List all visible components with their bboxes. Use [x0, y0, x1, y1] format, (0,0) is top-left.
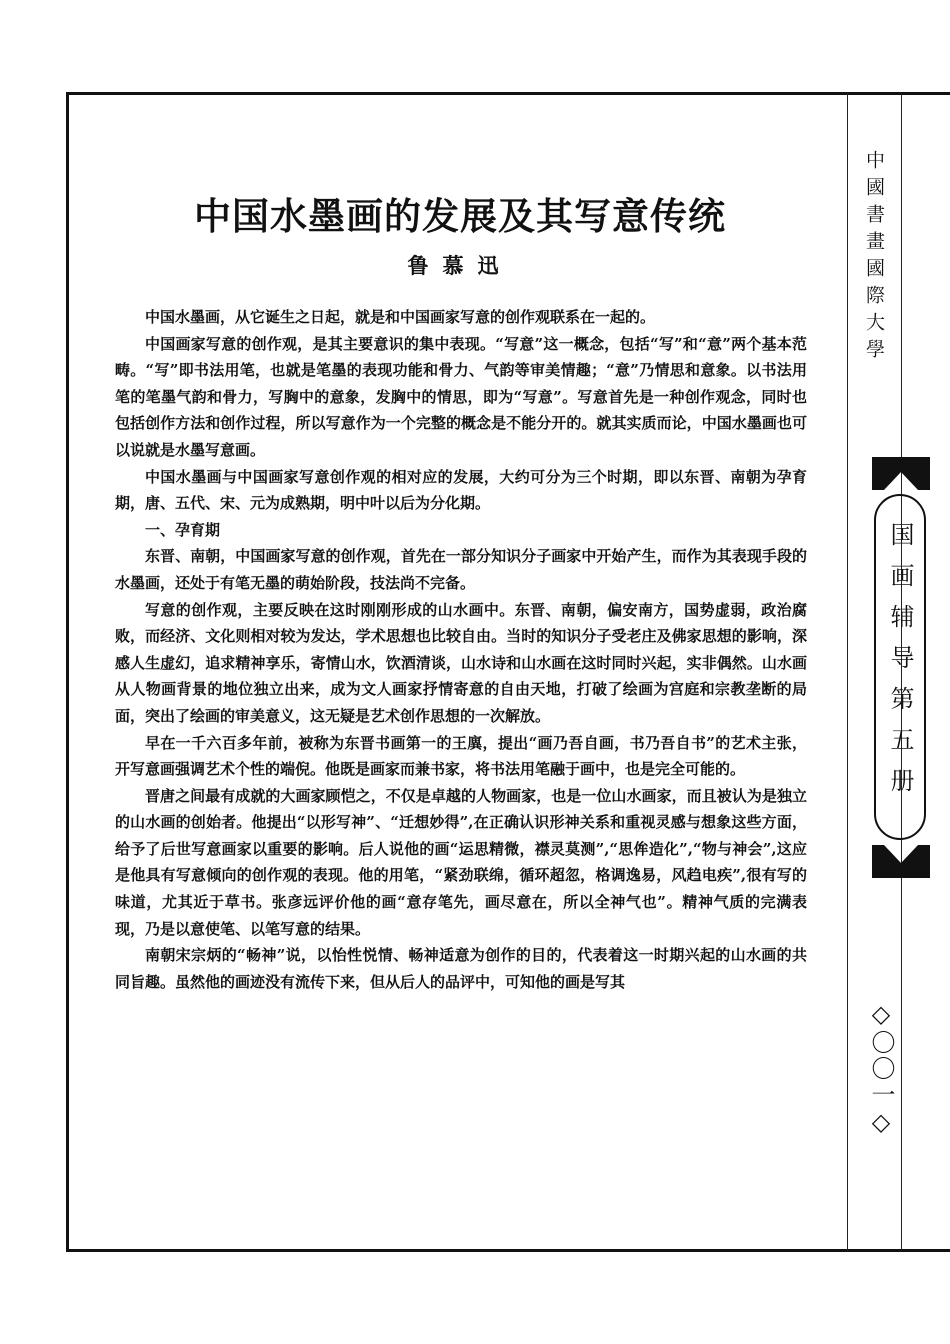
school-name: 中國書畫國際大學 — [863, 150, 885, 366]
sidebar-rule-inner — [847, 92, 848, 1252]
page-number: ◇〇〇一◇ — [867, 1000, 895, 1138]
paragraph: 中国水墨画与中国画家写意创作观的相对应的发展，大约可分为三个时期，即以东晋、南朝为孕育期，唐、五代、宋、元为成熟期，明中叶以后为分化期。 — [115, 467, 807, 513]
paragraph: 中国画家写意的创作观，是其主要意识的集中表现。“写意”这一概念，包括“写”和“意”两个基本范畴。“写”即书法用笔，也就是笔墨的表现功能和骨力、气韵等审美情趣；“意”乃情思和意象。以书法用笔的笔墨气韵和骨力，写胸中的意象，发胸中的情思，即为“写意”。写意首先是一种创作观念，同时也包括创作方法和创作过程，所以写意作为一个完整的概念是不能分开的。就其实质而论，中国水墨画也可以说就是水墨写意画。 — [115, 334, 807, 459]
sidebar-bottom-notch — [872, 845, 930, 867]
paragraph: 东晋、南朝，中国画家写意的创作观，首先在一部分知识分子画家中开始产生，而作为其表现手段的水墨画，还处于有笔无墨的萌始阶段，技法尚不完备。 — [115, 547, 807, 592]
sidebar-top-notch — [872, 468, 930, 490]
paragraph: 南朝宋宗炳的“畅神”说，以怡性悦情、畅神适意为创作的目的，代表着这一时期兴起的山水画的共同旨趣。虽然他的画迹没有流传下来，但从后人的品评中，可知他的画是写其 — [115, 946, 807, 991]
sidebar-bottom-bar — [872, 867, 930, 878]
paragraph: 写意的创作观，主要反映在这时刚刚形成的山水画中。东晋、南朝，偏安南方，国势虚弱，政治腐败，而经济、文化则相对较为发达，学术思想也比较自由。当时的知识分子受老庄及佛家思想的影响，深感人生虚幻，追求精神享乐，寄情山水，饮酒清谈，山水诗和山水画在这时同时兴起，实非偶然。山水画从人物画背景的地位独立出来，成为文人画家抒情寄意的自由天地，打破了绘画为宫庭和宗教垄断的局面，突出了绘画的审美意义，这无疑是艺术创作思想的一次解放。 — [115, 600, 807, 725]
paragraph: 早在一千六百多年前，被称为东晋书画第一的王廙，提出“画乃吾自画，书乃吾自书”的艺术主张，开写意画强调艺术个性的端倪。他既是画家而兼书家，将书法用笔融于画中，也是完全可能的。 — [115, 733, 807, 779]
article-title: 中国水墨画的发展及其写意传统 — [194, 195, 726, 238]
sidebar-top-bar — [872, 457, 930, 468]
paragraph: 晋唐之间最有成就的大画家顾恺之，不仅是卓越的人物画家，也是一位山水画家，而且被认为是独立的山水画的创始者。他提出“以形写神”、“迁想妙得”,在正确认识形神关系和重视灵感与想象这些方面，给予了后世写意画家以重要的影响。后人说他的画“运思精微，襟灵莫测”,“思侔造化”,“物与神会”,这应是他具有写意倾向的创作观的表现。他的用笔，“紧劲联绵，循环超忽，格调逸易，风趋电疾”,很有写的味道，尤其近于草书。张彦远评价他的画“意存笔先，画尽意在，所以全神气也”。精神气质的完满表现，乃是以意使笔、以笔写意的结果。 — [115, 786, 807, 938]
volume-label: 国画辅导第五册 — [886, 522, 914, 809]
article-author: 鲁慕迅 — [407, 254, 513, 278]
section-heading: 一、孕育期 — [145, 520, 221, 539]
paragraph: 中国水墨画，从它诞生之日起，就是和中国画家写意的创作观联系在一起的。 — [145, 308, 656, 326]
article-body — [115, 304, 807, 995]
